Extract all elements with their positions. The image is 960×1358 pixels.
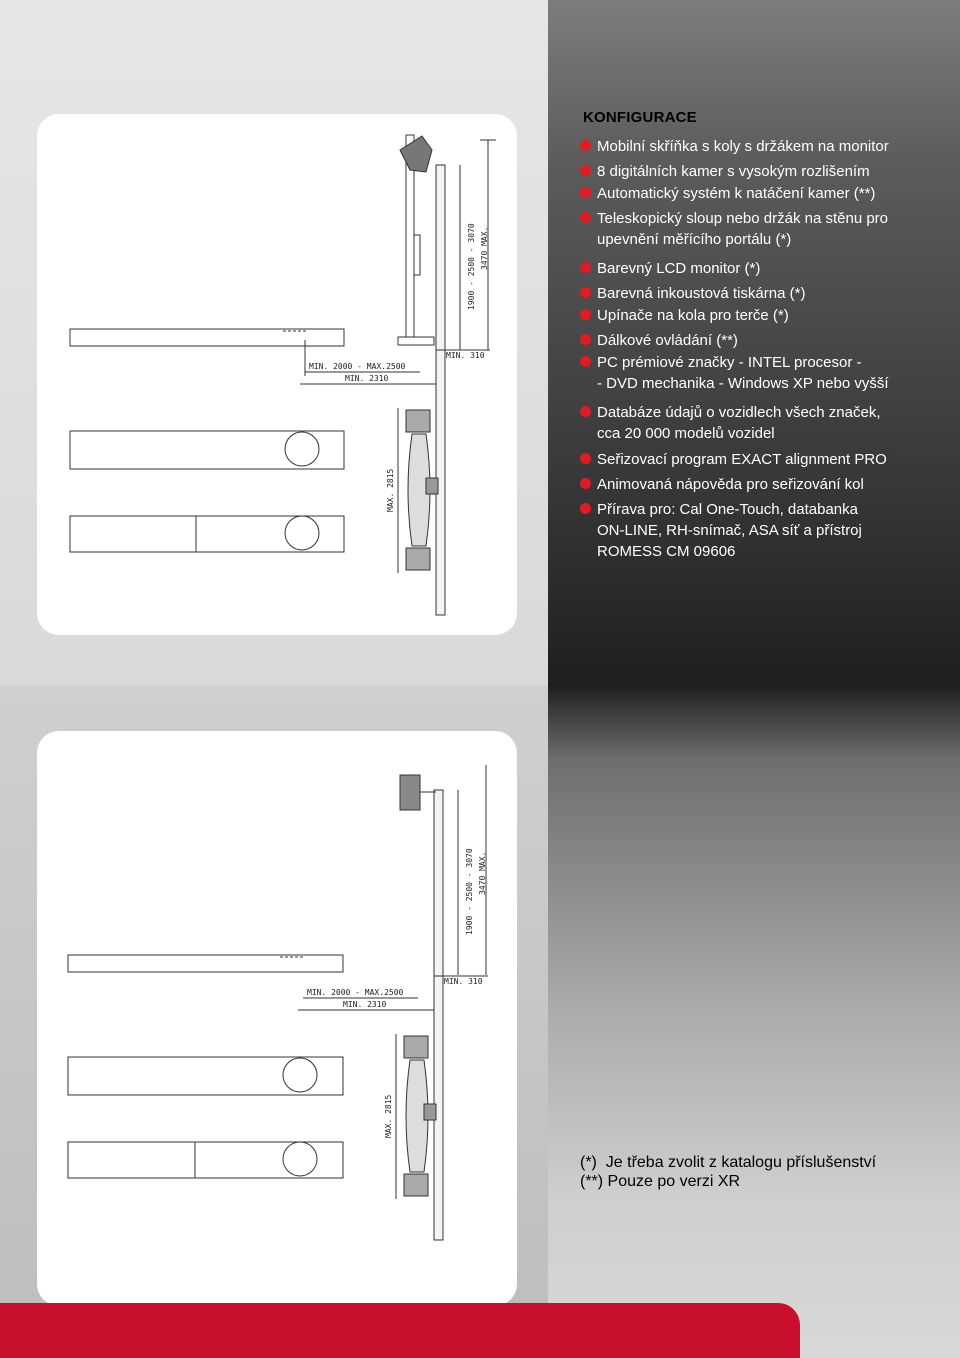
configuration-item-text: Barevná inkoustová tiskárna (*) [597, 285, 806, 302]
bullet-icon [580, 356, 591, 367]
dim-label-min-max-width-2: MIN. 2000 - MAX.2500 [307, 988, 404, 997]
dim-label-max-2815-2: MAX. 2815 [384, 1094, 393, 1138]
bullet-icon [580, 309, 591, 320]
front-wheel-left-2 [404, 1036, 428, 1058]
bullet-icon [580, 287, 591, 298]
dim-label-min-310-2: MIN. 310 [444, 977, 483, 986]
footnote-catalogue: (*) Je třeba zvolit z katalogu příslušenství [580, 1154, 877, 1171]
footnote-xr-version: (**) Pouze po verzi XR [580, 1173, 741, 1190]
dim-label-height: 1900 - 2500 - 3070 [467, 223, 476, 310]
configuration-item-text: Upínače na kola pro terče (*) [597, 307, 789, 324]
bullet-icon [580, 503, 591, 514]
configuration-item-text: Teleskopický sloup nebo držák na stěnu pro [597, 210, 889, 227]
red-accent-tab [0, 1303, 800, 1358]
wall-profile-2 [434, 790, 443, 1240]
configuration-item-text: Barevný LCD monitor (*) [597, 260, 761, 277]
wall-mount-camera [400, 775, 420, 810]
lift-platform-upper-2 [68, 955, 343, 972]
lift-platform-middle-2 [68, 1057, 343, 1095]
bracket-2 [424, 1104, 436, 1120]
wheel-circle-4 [283, 1142, 317, 1176]
configuration-item-text: Animovaná nápověda pro seřizování kol [597, 476, 864, 493]
dim-label-height-2: 1900 - 2500 - 3070 [465, 848, 474, 935]
bullet-icon [580, 212, 591, 223]
configuration-item-text: PC prémiové značky - INTEL procesor - [597, 354, 862, 371]
bullet-icon [580, 165, 591, 176]
configuration-item-text: ROMESS CM 09606 [597, 543, 736, 560]
configuration-item-text: upevnění měřícího portálu (*) [597, 231, 792, 248]
bullet-icon [580, 453, 591, 464]
rear-wheel-left-2 [404, 1174, 428, 1196]
configuration-item-text: Přírava pro: Cal One-Touch, databanka [597, 501, 858, 518]
configuration-item-text: cca 20 000 modelů vozidel [597, 425, 775, 442]
lift-platform-lower-2 [68, 1142, 343, 1178]
configuration-item-text: 8 digitálních kamer s vysokým rozlišením [597, 163, 870, 180]
bullet-icon [580, 187, 591, 198]
configuration-item-text: ON-LINE, RH-snímač, ASA síť a přístroj [597, 522, 862, 539]
configuration-title: KONFIGURACE [583, 109, 697, 126]
wheel-circle-3 [283, 1058, 317, 1092]
configuration-item-text: Seřizovací program EXACT alignment PRO [597, 451, 887, 468]
dim-label-min-310: MIN. 310 [446, 351, 485, 360]
dim-label-min-2310: MIN. 2310 [345, 374, 389, 383]
bullet-icon [580, 140, 591, 151]
dim-label-max-height-2: 3470 MAX. [478, 851, 487, 895]
configuration-item-text: Dálkové ovládání (**) [597, 332, 738, 349]
dim-label-min-2310-2: MIN. 2310 [343, 1000, 387, 1009]
bullet-icon [580, 406, 591, 417]
dim-label-min-max-width: MIN. 2000 - MAX.2500 [309, 362, 406, 371]
configuration-item-text: - DVD mechanika - Windows XP nebo vyšší [597, 375, 889, 392]
configuration-item-text: Mobilní skříňka s koly s držákem na monitor [597, 138, 889, 155]
dim-label-max-2815: MAX. 2815 [386, 468, 395, 512]
bullet-icon [580, 478, 591, 489]
bullet-icon [580, 262, 591, 273]
configuration-item-text: Databáze údajů o vozidlech všech značek, [597, 404, 881, 421]
configuration-item-text: Automatický systém k natáčení kamer (**) [597, 185, 876, 202]
dim-label-max-height: 3470 MAX. [480, 226, 489, 270]
bullet-icon [580, 334, 591, 345]
